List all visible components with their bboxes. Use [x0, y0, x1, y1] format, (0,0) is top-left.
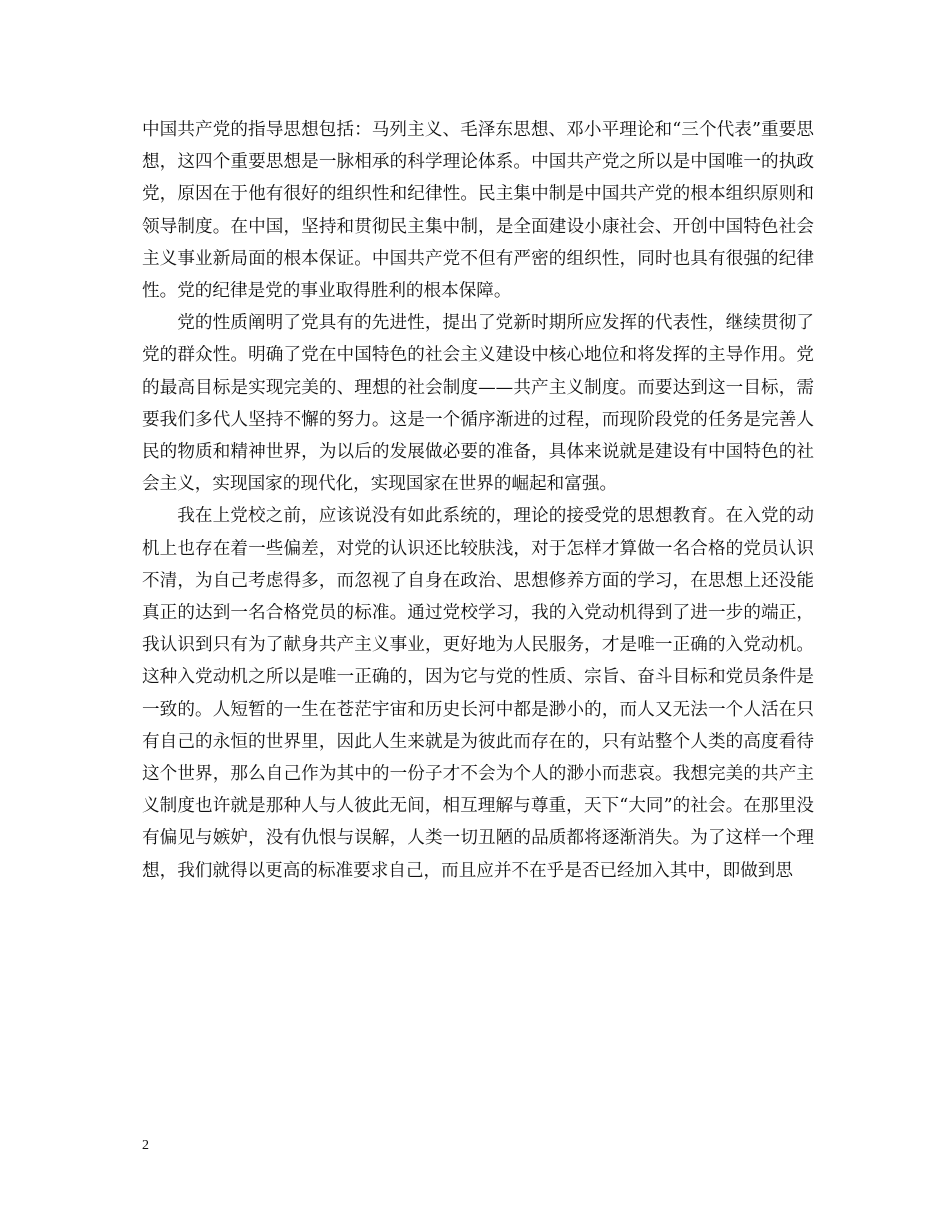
page-number: 2	[142, 1138, 149, 1153]
paragraph-3: 我在上党校之前，应该说没有如此系统的，理论的接受党的思想教育。在入党的动机上也存在着一些偏差，对党的认识还比较肤浅，对于怎样才算做一名合格的党员认识不清，为自己考虑得多，而忽视了自身在政治、思想修养方面的学习，在思想上还没能真正的达到一名合格党员的标准。通过党校学习，我的入党动机得到了进一步的端正，我认识到只有为了献身共产主义事业，更好地为人民服务，才是唯一正确的入党动机。这种入党动机之所以是唯一正确的，因为它与党的性质、宗旨、奋斗目标和党员条件是一致的。人短暂的一生在苍茫宇宙和历史长河中都是渺小的，而人又无法一个人活在只有自己的永恒的世界里，因此人生来就是为彼此而存在的，只有站整个人类的高度看待这个世界，那么自己作为其中的一份子才不会为个人的渺小而悲哀。我想完美的共产主义制度也许就是那种人与人彼此无间，相互理解与尊重，天下“大同”的社会。在那里没有偏见与嫉妒，没有仇恨与误解，人类一切丑陋的品质都将逐渐消失。为了这样一个理想，我们就得以更高的标准要求自己，而且应并不在乎是否已经加入其中，即做到思	[142, 506, 814, 881]
body-text	[142, 114, 814, 887]
paragraph-1: 中国共产党的指导思想包括：马列主义、毛泽东思想、邓小平理论和“三个代表”重要思想，这四个重要思想是一脉相承的科学理论体系。中国共产党之所以是中国唯一的执政党，原因在于他有很好的组织性和纪律性。民主集中制是中国共产党的根本组织原则和领导制度。在中国，坚持和贯彻民主集中制，是全面建设小康社会、开创中国特色社会主义事业新局面的根本保证。中国共产党不但有严密的组织性，同时也具有很强的纪律性。党的纪律是党的事业取得胜利的根本保障。	[142, 120, 814, 302]
paragraph-2: 党的性质阐明了党具有的先进性，提出了党新时期所应发挥的代表性，继续贯彻了党的群众性。明确了党在中国特色的社会主义建设中核心地位和将发挥的主导作用。党的最高目标是实现完美的、理想的社会制度——共产主义制度。而要达到这一目标，需要我们多代人坚持不懈的努力。这是一个循序渐进的过程，而现阶段党的任务是完善人民的物质和精神世界，为以后的发展做必要的准备，具体来说就是建设有中国特色的社会主义，实现国家的现代化，实现国家在世界的崛起和富强。	[142, 313, 814, 495]
